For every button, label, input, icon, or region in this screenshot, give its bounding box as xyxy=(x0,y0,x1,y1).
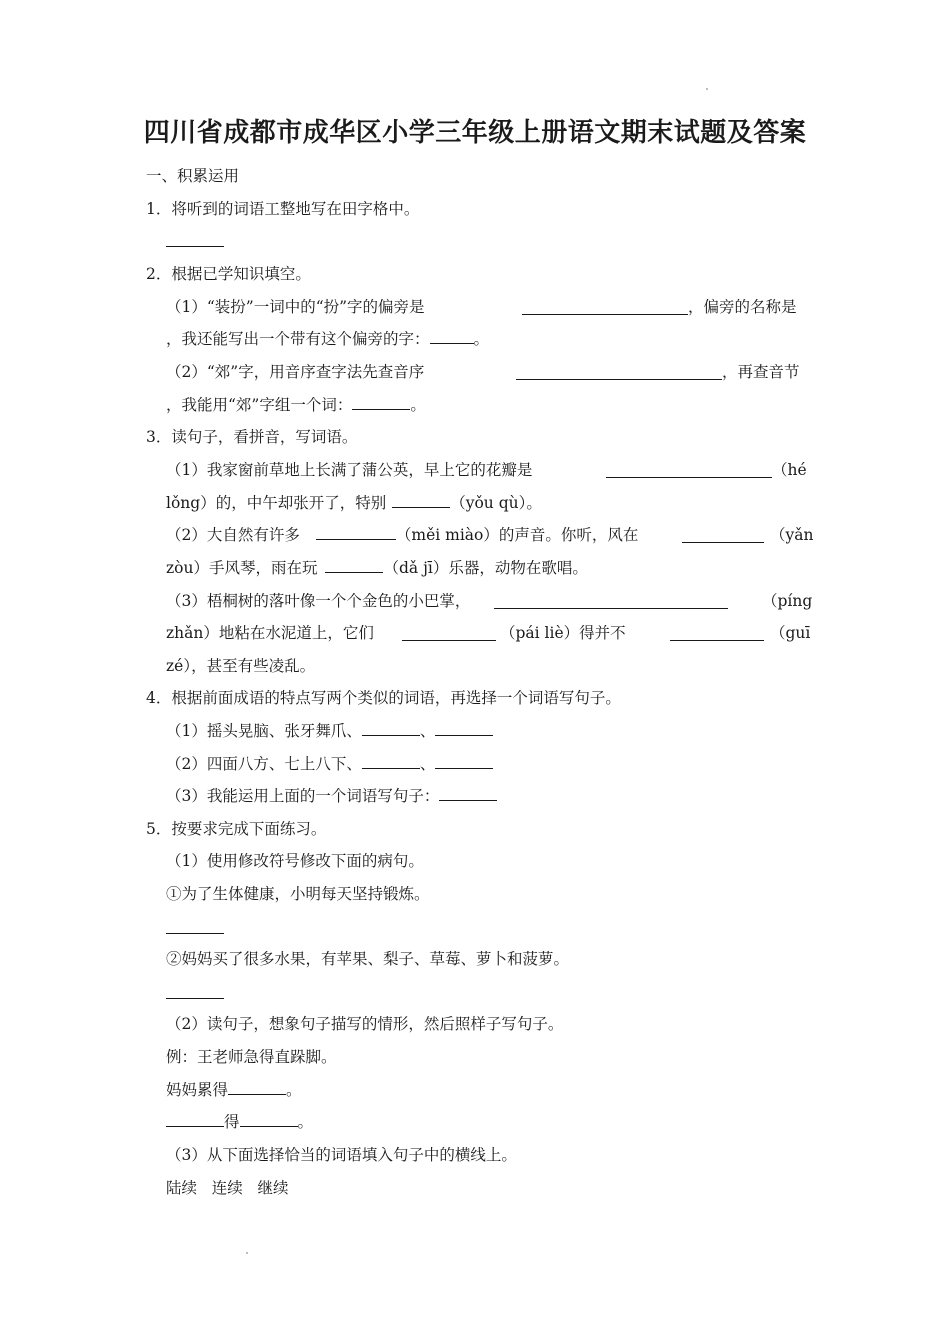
separator: 、 xyxy=(419,755,436,773)
period: 。 xyxy=(473,330,490,348)
q3-s1-pinyin2: （yǒu qù）。 xyxy=(450,494,542,512)
q3-s3-cont: zhǎn）地粘在水泥道上，它们 xyxy=(166,624,374,642)
q3-s3-pinyin: （píng xyxy=(762,592,813,610)
q5-exercise1-text: 妈妈累得 xyxy=(166,1081,229,1099)
q3-s2-text2: （měi miào）的声音。你听，风在 xyxy=(395,526,639,544)
answer-blank[interactable] xyxy=(516,379,722,380)
answer-blank[interactable] xyxy=(316,525,396,540)
answer-blank[interactable] xyxy=(439,786,497,801)
answer-blank[interactable] xyxy=(606,477,772,478)
q5-exercise2 xyxy=(166,1112,313,1132)
q2-part2: （2）“郊”字，用音序查字法先查音序 xyxy=(166,363,425,381)
answer-blank[interactable] xyxy=(670,640,764,641)
answer-blank[interactable] xyxy=(362,754,420,769)
q4-part3-text: （3）我能运用上面的一个词语写句子： xyxy=(166,787,440,805)
q2-part2-suffix: ，再查音节 xyxy=(722,363,800,381)
answer-blank[interactable] xyxy=(325,558,383,573)
answer-blank[interactable] xyxy=(166,246,224,247)
q3-s2-text: （2）大自然有许多 xyxy=(166,526,300,544)
q2-part1-cont-text: ，我还能写出一个带有这个偏旁的字： xyxy=(166,330,430,348)
q2-part1-text: （1）“装扮”一词中的“扮”字的偏旁是 xyxy=(166,298,425,316)
answer-blank[interactable] xyxy=(352,395,410,410)
q2-part1-suffix: ，偏旁的名称是 xyxy=(688,298,797,316)
q3-s2-cont xyxy=(166,558,588,578)
q5-part3: （3）从下面选择恰当的词语填入句子中的横线上。 xyxy=(166,1146,517,1164)
q3-s3: （3）梧桐树的落叶像一个个金色的小巴掌， xyxy=(166,592,471,610)
scan-dot-bottom xyxy=(246,1252,248,1254)
q5-word-choices: 陆续 连续 继续 xyxy=(166,1179,289,1197)
page-title: 四川省成都市成华区小学三年级上册语文期末试题及答案 xyxy=(143,118,807,148)
question-1: 1．将听到的词语工整地写在田字格中。 xyxy=(146,200,420,218)
q4-part3 xyxy=(166,786,497,806)
period: 。 xyxy=(410,396,426,414)
q4-part2 xyxy=(166,754,493,774)
answer-blank[interactable] xyxy=(166,1112,224,1127)
q3-s2 xyxy=(166,525,638,545)
q3-s1-pinyin: （hé xyxy=(772,461,807,479)
q3-s3-pinyin3: （guī xyxy=(770,624,811,642)
q3-s2-pinyin: （yǎn xyxy=(770,526,814,544)
q5-sentence2: ②妈妈买了很多水果，有苹果、梨子、草莓、萝卜和菠萝。 xyxy=(166,950,570,968)
q3-s3-pinyin2: （pái liè）得并不 xyxy=(500,624,626,642)
q5-part2: （2）读句子，想象句子描写的情形，然后照样子写句子。 xyxy=(166,1015,564,1033)
q3-s2-cont-text2: （dǎ jī）乐器，动物在歌唱。 xyxy=(383,559,588,577)
answer-blank[interactable] xyxy=(522,314,688,315)
scan-dot-top xyxy=(706,88,708,90)
q5-exercise1 xyxy=(166,1080,302,1100)
q2-part1-cont xyxy=(166,329,489,349)
answer-blank[interactable] xyxy=(494,608,728,609)
q3-s1: （1）我家窗前草地上长满了蒲公英，早上它的花瓣是 xyxy=(166,461,533,479)
q3-s2-cont-text: zòu）手风琴，雨在玩 xyxy=(166,559,318,577)
q5-part1: （1）使用修改符号修改下面的病句。 xyxy=(166,852,424,870)
q4-part2-text: （2）四面八方、七上八下、 xyxy=(166,755,362,773)
q4-part1-text: （1）摇头晃脑、张牙舞爪、 xyxy=(166,722,362,740)
q5-exercise2-text: 得 xyxy=(224,1113,240,1131)
q5-sentence1: ①为了生体健康，小明每天坚持锻炼。 xyxy=(166,885,430,903)
q4-part1 xyxy=(166,721,493,741)
section-heading: 一、积累运用 xyxy=(146,167,240,185)
q5-example: 例：王老师急得直跺脚。 xyxy=(166,1048,337,1066)
answer-blank[interactable] xyxy=(166,998,224,999)
question-3: 3．读句子，看拼音，写词语。 xyxy=(146,428,358,446)
answer-blank[interactable] xyxy=(240,1112,298,1127)
q2-part1 xyxy=(166,297,425,317)
q3-s1-cont xyxy=(166,493,542,513)
separator: 、 xyxy=(419,722,436,740)
answer-blank[interactable] xyxy=(228,1080,286,1095)
question-5: 5．按要求完成下面练习。 xyxy=(146,820,327,838)
period: 。 xyxy=(286,1081,302,1099)
period: 。 xyxy=(297,1113,314,1131)
question-2: 2．根据已学知识填空。 xyxy=(146,265,311,283)
answer-blank[interactable] xyxy=(435,721,493,736)
answer-blank[interactable] xyxy=(682,542,764,543)
answer-blank[interactable] xyxy=(430,329,474,344)
q3-s1-cont-text: lǒng）的，中午却张开了，特别 xyxy=(166,494,387,512)
answer-blank[interactable] xyxy=(166,933,224,934)
answer-blank[interactable] xyxy=(392,493,450,508)
q2-part2-cont-text: ，我能用“郊”字组一个词： xyxy=(166,396,353,414)
answer-blank[interactable] xyxy=(435,754,493,769)
q2-part2-cont xyxy=(166,395,426,415)
answer-blank[interactable] xyxy=(402,640,496,641)
question-4: 4．根据前面成语的特点写两个类似的词语，再选择一个词语写句子。 xyxy=(146,689,621,707)
answer-blank[interactable] xyxy=(362,721,420,736)
q3-s3-end: zé），甚至有些凌乱。 xyxy=(166,657,316,675)
